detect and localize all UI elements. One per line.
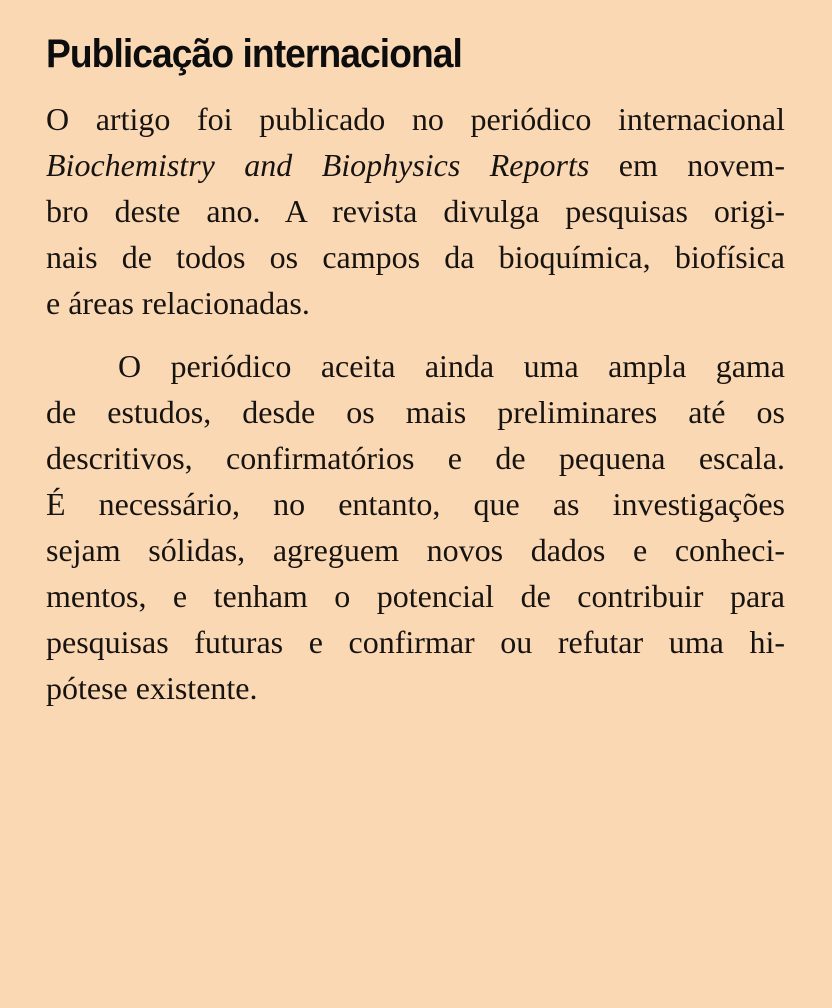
text-segment: mentos, e tenham o potencial de contribuir para bbox=[46, 578, 785, 614]
paragraph bbox=[46, 343, 785, 711]
journal-title-italic: Biochemistry and Biophysics Reports bbox=[46, 147, 590, 183]
text-segment: É necessário, no entanto, que as investigações bbox=[46, 486, 785, 522]
text-line bbox=[46, 619, 785, 665]
text-segment: bro deste ano. A revista divulga pesquisas origi- bbox=[46, 193, 785, 229]
text-segment: pesquisas futuras e confirmar ou refutar uma hi- bbox=[46, 624, 785, 660]
text-line bbox=[46, 665, 785, 711]
text-segment: O artigo foi publicado no periódico internacional bbox=[46, 101, 785, 137]
text-line bbox=[46, 481, 785, 527]
text-line bbox=[46, 280, 785, 326]
text-segment: descritivos, confirmatórios e de pequena escala. bbox=[46, 440, 785, 476]
text-line bbox=[46, 234, 785, 280]
text-segment: pótese existente. bbox=[46, 670, 258, 706]
article-heading: Publicação internacional bbox=[46, 32, 462, 76]
text-line bbox=[46, 188, 785, 234]
text-segment: nais de todos os campos da bioquímica, biofísica bbox=[46, 239, 785, 275]
text-line bbox=[46, 389, 785, 435]
text-line bbox=[46, 527, 785, 573]
text-line bbox=[46, 343, 785, 389]
text-segment: sejam sólidas, agreguem novos dados e conheci- bbox=[46, 532, 785, 568]
text-segment: de estudos, desde os mais preliminares até os bbox=[46, 394, 785, 430]
article-body bbox=[46, 96, 785, 711]
text-segment: em novem- bbox=[589, 147, 786, 183]
text-segment: O periódico aceita ainda uma ampla gama bbox=[118, 348, 785, 384]
text-segment: e áreas relacionadas. bbox=[46, 285, 310, 321]
text-line bbox=[46, 96, 785, 142]
text-line bbox=[46, 142, 785, 188]
text-line bbox=[46, 573, 785, 619]
paragraph bbox=[46, 96, 785, 326]
text-line bbox=[46, 435, 785, 481]
